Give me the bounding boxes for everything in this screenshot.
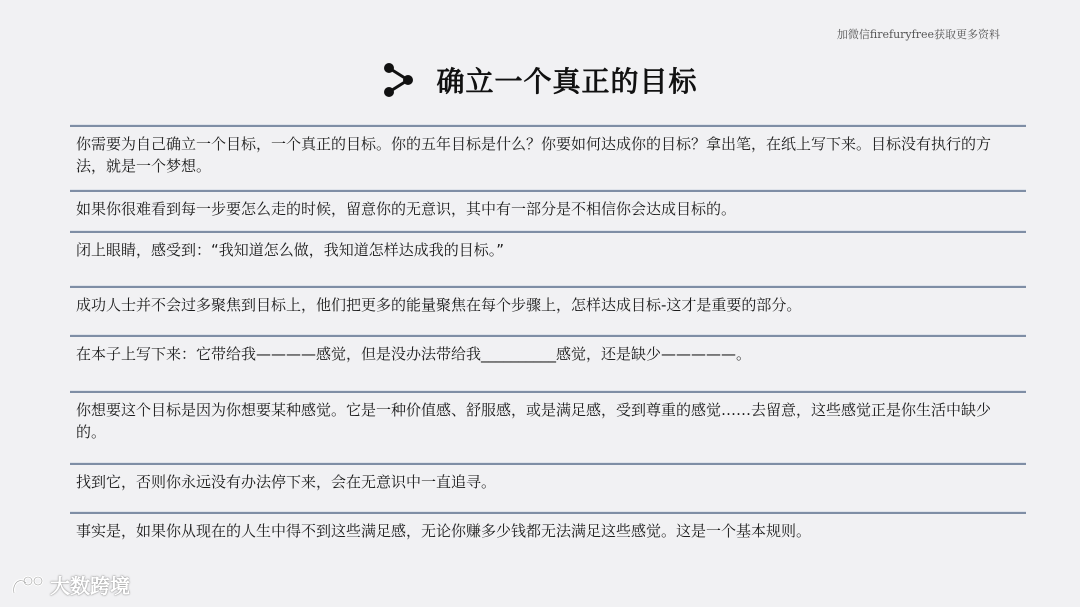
title-bar [0,58,1080,102]
paragraph-text: 如果你很难看到每一步要怎么走的时候，留意你的无意识，其中有一部分是不相信你会达成目标的。 [76,200,737,218]
paragraph-text: 你想要这个目标是因为你想要某种感觉。它是一种价值感、舒服感，或是满足感，受到尊重的感觉……去留意，这些感觉正是你生活中缺少的。 [76,401,992,441]
watermark-text: 大数跨境 [50,574,130,598]
paragraph-block [70,231,1026,286]
page-title: 确立一个真正的目标 [436,65,698,98]
paragraph-text: 闭上眼睛，感受到：“我知道怎么做，我知道怎样达成我的目标。” [76,241,505,259]
watermark [10,570,130,599]
paragraph-text: 事实是，如果你从现在的人生中得不到这些满足感，无论你赚多少钱都无法满足这些感觉。这是一个基本规则。 [76,522,812,540]
wechat-note: 加微信firefuryfree获取更多资料 [836,28,1000,41]
paragraph-block [70,391,1026,463]
paragraph-text: 成功人士并不会过多聚焦到目标上，他们把更多的能量聚焦在每个步骤上，怎样达成目标-这才是重要的部分。 [76,296,802,314]
paragraph-block [70,463,1026,512]
paragraph-block [70,335,1026,391]
paragraph-block [70,286,1026,335]
watermark-logo-icon [10,573,46,597]
paragraph-text: 你需要为自己确立一个目标，一个真正的目标。你的五年目标是什么？你要如何达成你的目标？拿出笔，在纸上写下来。目标没有执行的方法，就是一个梦想。 [76,135,992,175]
paragraph-list [70,125,1026,556]
paragraph-block [70,190,1026,231]
paragraph-text: 在本子上写下来：它带给我————感觉，但是没办法带给我__________感觉，还是缺少—————。 [76,345,752,363]
paragraph-text: 找到它，否则你永远没有办法停下来，会在无意识中一直追寻。 [76,473,497,491]
paragraph-block [70,125,1026,190]
paragraph-block [70,512,1026,556]
share-icon [382,60,414,100]
